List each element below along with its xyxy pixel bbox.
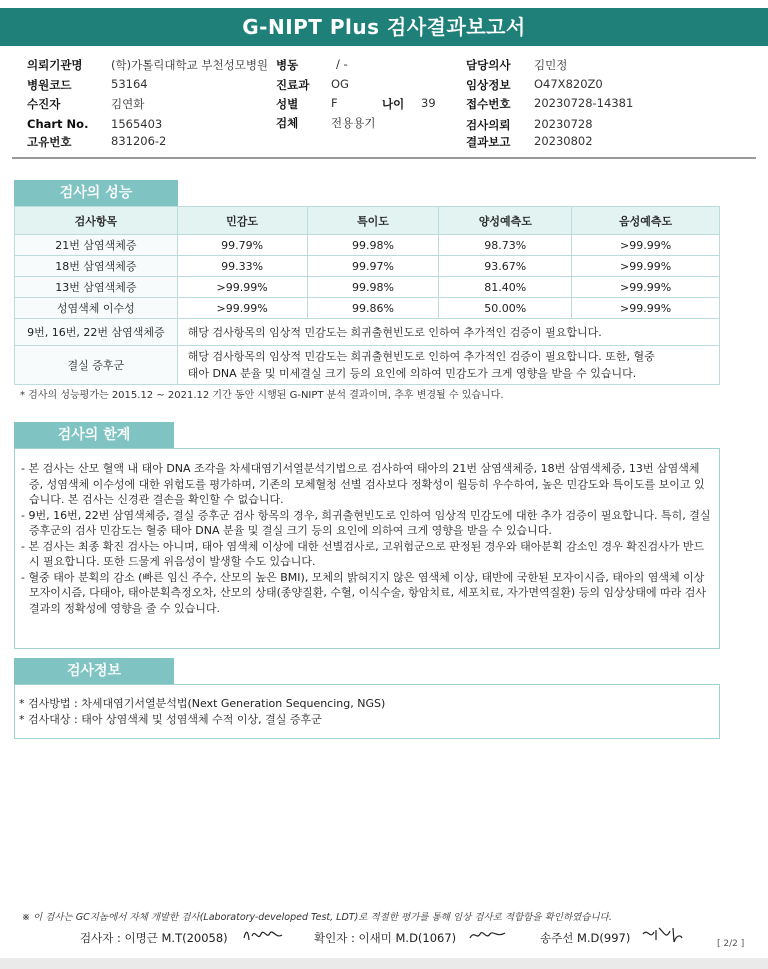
note-line: 태아 DNA 분율 및 미세결실 크기 등의 요인에 의하여 민감도가 크게 영향을 받을 수 있습니다. <box>187 367 637 380</box>
test-info-list <box>15 685 719 728</box>
list-item: - 본 검사는 최종 확진 검사는 아니며, 태아 염색체 이상에 대한 선별검사로, 고위험군으로 판정된 경우와 태아분획 감소인 경우 확진검사가 반드시 필요합니다. 또한 드물게 위음성이 발생할 수도 있습니다. <box>21 539 705 568</box>
header-sensitivity: 민감도 <box>177 207 307 235</box>
label-ward: 병동 <box>276 58 299 72</box>
value-ward: / - <box>336 57 348 71</box>
page-number: [ 2/2 ] <box>717 939 745 949</box>
label-sex: 성별 <box>276 97 299 111</box>
table-header-row <box>15 207 720 235</box>
row-label: 결실 증후군 <box>15 346 178 385</box>
info-divider <box>12 157 756 159</box>
limitations-list <box>15 449 719 616</box>
note-cell <box>177 346 719 385</box>
examiner-signature <box>240 924 286 946</box>
confirmer: 확인자 : 이새미 M.D(1067) <box>314 931 457 945</box>
limitations-box <box>14 448 720 649</box>
third-signer: 송주선 M.D(997) <box>540 931 631 945</box>
value-age: 39 <box>421 96 436 110</box>
label-department: 진료과 <box>276 78 310 92</box>
list-item: - 9번, 16번, 22번 삼염색체증, 결실 증후군 검사 항목의 경우, 희귀출현빈도로 인하여 임상적 민감도에 대한 추가 검증이 필요합니다. 특히, 결실 증후군의 검사 민감도는 혈중 태아 DNA 분율 및 결실 크기 등의 요인에 의하여 크게 영향을 받을 수 있습니다. <box>21 508 711 537</box>
value-unique-no: 831206-2 <box>111 134 167 148</box>
row-label: 성염색체 이수성 <box>15 298 178 319</box>
cell-sensitivity: 99.79% <box>177 235 307 256</box>
cell-ppv: 98.73% <box>439 235 572 256</box>
table-row <box>15 298 720 319</box>
cell-sensitivity: >99.99% <box>177 298 307 319</box>
label-patient: 수진자 <box>27 97 61 111</box>
row-label: 9번, 16번, 22번 삼염색체증 <box>15 319 178 346</box>
label-hospital-code: 병원코드 <box>27 78 72 92</box>
label-report-date: 결과보고 <box>466 135 511 149</box>
note-line: 해당 검사항목의 임상적 민감도는 희귀출현빈도로 인하여 추가적인 검증이 필요합니다. 또한, 혈중 <box>187 350 655 363</box>
cell-npv: >99.99% <box>572 277 720 298</box>
value-department: OG <box>331 77 349 91</box>
value-patient: 김연화 <box>111 97 145 111</box>
label-age: 나이 <box>382 97 405 111</box>
list-item: * 검사방법 : 차세대염기서열분석법(Next Generation Sequencing, NGS) <box>19 697 386 710</box>
examiner: 검사자 : 이명근 M.T(20058) <box>80 931 228 945</box>
cell-npv: >99.99% <box>572 298 720 319</box>
list-item: - 혈중 태아 분획의 감소 (빠른 임신 주수, 산모의 높은 BMI), 모체의 밝혀지지 않은 염색체 이상, 태반에 국한된 모자이시즘, 태아의 염색체 이상 모자이시즘, 다태아, 태아분획측정오차, 산모의 상태(종양질환, 수혈, 이식수술, 항암치료, 세포치료, 자가면역질환) 등의 임상상태에 따라 검사결과의 정확성에 영향을 줄 수 있습니다. <box>21 570 707 615</box>
value-chart-no: 1565403 <box>111 117 163 131</box>
cell-sensitivity: 99.33% <box>177 256 307 277</box>
list-item: * 검사대상 : 태아 상염색체 및 성염색체 수적 이상, 결실 증후군 <box>19 713 322 726</box>
label-specimen: 검체 <box>276 116 299 130</box>
section-test-info-title: 검사정보 <box>14 658 174 684</box>
cell-sensitivity: >99.99% <box>177 277 307 298</box>
table-row <box>15 346 720 385</box>
label-chart-no: Chart No. <box>27 117 89 131</box>
cell-ppv: 50.00% <box>439 298 572 319</box>
confirmer-signature <box>468 926 508 944</box>
row-label: 21번 삼염색체증 <box>15 235 178 256</box>
header-npv: 음성예측도 <box>572 207 720 235</box>
table-row <box>15 277 720 298</box>
header-ppv: 양성예측도 <box>439 207 572 235</box>
table-row <box>15 235 720 256</box>
table-row <box>15 256 720 277</box>
value-clinical-info: O47X820Z0 <box>534 77 603 91</box>
section-limitations-title: 검사의 한계 <box>14 422 174 448</box>
test-info-box <box>14 684 720 739</box>
value-receipt-no: 20230728-14381 <box>534 96 634 110</box>
row-label: 18번 삼염색체증 <box>15 256 178 277</box>
label-clinical-info: 임상정보 <box>466 78 511 92</box>
table-row <box>15 319 720 346</box>
header-test-item: 검사항목 <box>15 207 178 235</box>
list-item: - 본 검사는 산모 혈액 내 태아 DNA 조각을 차세대염기서열분석기법으로 검사하여 태아의 21번 삼염색체증, 18번 삼염색체증, 13번 삼염색체증, 성염색체 이수성에 대한 위험도를 평가하며, 기존의 모체혈청 선별 검사보다 정확성이 월등히 우수하여, 높은 민감도와 특이도를 보이고 있습니다. 본 검사는 신경관 결손을 확인할 수 없습니다. <box>21 462 705 506</box>
label-receipt-no: 접수번호 <box>466 97 511 111</box>
third-signature <box>640 922 684 946</box>
cell-specificity: 99.86% <box>307 298 439 319</box>
cell-npv: >99.99% <box>572 256 720 277</box>
value-sex: F <box>331 96 338 110</box>
cell-specificity: 99.98% <box>307 277 439 298</box>
label-doctor: 담당의사 <box>466 58 511 72</box>
value-institution: (학)가톨릭대학교 부천성모병원 <box>111 58 269 72</box>
label-institution: 의뢰기관명 <box>27 58 83 72</box>
report-title: G-NIPT Plus 검사결과보고서 <box>0 8 768 46</box>
header-specificity: 특이도 <box>307 207 439 235</box>
patient-info <box>0 0 768 160</box>
performance-table <box>14 206 720 385</box>
bottom-bar <box>0 958 768 969</box>
label-unique-no: 고유번호 <box>27 135 72 149</box>
value-hospital-code: 53164 <box>111 77 148 91</box>
cell-specificity: 99.97% <box>307 256 439 277</box>
cell-npv: >99.99% <box>572 235 720 256</box>
section-performance-title: 검사의 성능 <box>14 180 178 206</box>
value-specimen: 전용용기 <box>331 116 376 130</box>
value-request-date: 20230728 <box>534 117 593 131</box>
cell-specificity: 99.98% <box>307 235 439 256</box>
cell-ppv: 93.67% <box>439 256 572 277</box>
note-cell: 해당 검사항목의 임상적 민감도는 희귀출현빈도로 인하여 추가적인 검증이 필요합니다. <box>177 319 719 346</box>
label-request-date: 검사의뢰 <box>466 118 511 132</box>
ldt-note: ※ 이 검사는 GC지놈에서 자체 개발한 검사(Laboratory-developed Test, LDT)로 적절한 평가를 통해 임상 검사로 적합함을 확인하였습니다. <box>22 912 612 923</box>
value-doctor: 김민정 <box>534 58 568 72</box>
performance-footnote: * 검사의 성능평가는 2015.12 ~ 2021.12 기간 동안 시행된 G-NIPT 분석 결과이며, 추후 변경될 수 있습니다. <box>20 390 504 401</box>
value-report-date: 20230802 <box>534 134 593 148</box>
row-label: 13번 삼염색체증 <box>15 277 178 298</box>
cell-ppv: 81.40% <box>439 277 572 298</box>
